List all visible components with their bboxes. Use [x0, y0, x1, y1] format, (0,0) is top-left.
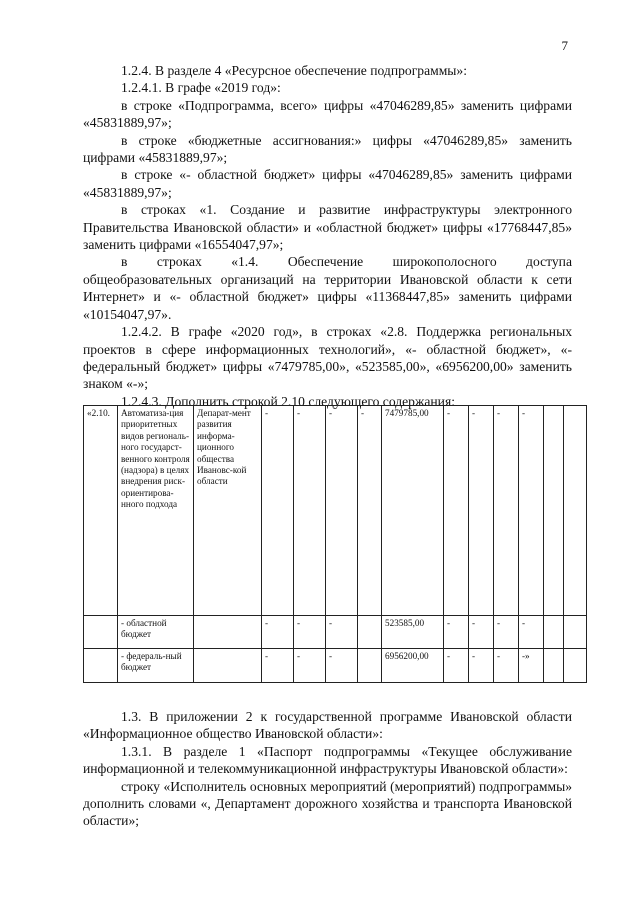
paragraph: в строках «1.4. Обеспечение широкополосного доступа общеобразовательных организаций на территории Ивановской области к сети Интернет» и «- областной бюджет» цифры «11368447,85» заменить цифрами «10154047,97». [83, 254, 572, 322]
paragraph: строку «Исполнитель основных мероприятий (мероприятий) подпрограммы» дополнить словами «, Департамент дорожного хозяйства и транспорта Ивановской области»; [83, 778, 572, 829]
table-cell [564, 406, 587, 616]
table-cell: - [262, 406, 294, 616]
table-cell: - [469, 406, 494, 616]
paragraph: в строке «Подпрограмма, всего» цифры «47046289,85» заменить цифрами «45831889,97»; [83, 97, 572, 131]
table-cell: - [294, 649, 326, 683]
table-cell: Автоматиза-ция приоритетных видов региональ-ного государст-венного контроля (надзора) в целях внедрения риск-ориентирова-нного подхода [118, 406, 194, 616]
table-cell [544, 616, 564, 649]
table-cell: - [294, 406, 326, 616]
main-text [83, 62, 572, 410]
table-cell: - [494, 406, 519, 616]
paragraph: 1.2.4.3. Дополнить строкой 2.10 следующего содержания: [121, 393, 455, 409]
paragraph: 1.3. В приложении 2 к государственной программе Ивановской области «Информационное общество Ивановской области»: [83, 709, 572, 742]
paragraph: 1.2.4. В разделе 4 «Ресурсное обеспечение подпрограммы»: [121, 63, 468, 78]
table-cell: - [444, 406, 469, 616]
table-cell: - [494, 649, 519, 683]
table-cell: - [294, 616, 326, 649]
table-cell: «2.10. [84, 406, 118, 616]
paragraph: 1.2.4.2. В графе «2020 год», в строках «2.8. Поддержка региональных проектов в сфере информационных технологий», «- областной бюджет», «- федеральный бюджет» цифры «7479785,00», «523585,00», «6956200,00» заменить знаком «-»; [83, 324, 572, 392]
table-cell [544, 406, 564, 616]
table-cell: - [326, 649, 358, 683]
table-cell [194, 649, 262, 683]
table-cell [84, 616, 118, 649]
paragraph: 1.3.1. В разделе 1 «Паспорт подпрограммы «Текущее обслуживание информационной и телекоммуникационной инфраструктуры Ивановской области»: [83, 743, 572, 777]
addition-table [83, 405, 587, 683]
table-cell: - [469, 649, 494, 683]
table-cell: Депарат-мент развития информа-ционного общества Ивановс-кой области [194, 406, 262, 616]
table-cell [358, 616, 382, 649]
table-cell: - [519, 616, 544, 649]
table-cell: 7479785,00 [382, 406, 444, 616]
table-cell: - [262, 616, 294, 649]
table-cell [194, 616, 262, 649]
table-cell: - [519, 406, 544, 616]
table-cell: - [326, 406, 358, 616]
table-cell: - областной бюджет [118, 616, 194, 649]
page-number: 7 [561, 38, 568, 53]
table-cell: -» [519, 649, 544, 683]
table-cell [84, 649, 118, 683]
table-cell: - [444, 616, 469, 649]
table-cell [564, 649, 587, 683]
table-cell [358, 649, 382, 683]
section-1-3 [83, 708, 572, 830]
paragraph: в строках «1. Создание и развитие инфраструктуры электронного Правительства Ивановской области» и «областной бюджет» цифры «17768447,85» заменить цифрами «16554047,97»; [83, 202, 572, 253]
table-cell: - [494, 616, 519, 649]
table-cell: - [326, 616, 358, 649]
table-cell: 6956200,00 [382, 649, 444, 683]
table-cell: 523585,00 [382, 616, 444, 649]
table-cell: - [444, 649, 469, 683]
table-row [84, 649, 587, 683]
paragraph: в строке «- областной бюджет» цифры «47046289,85» заменить цифрами «45831889,97»; [83, 167, 572, 200]
paragraph: в строке «бюджетные ассигнования:» цифры «47046289,85» заменить цифрами «45831889,97»; [83, 132, 572, 166]
paragraph: 1.2.4.1. В графе «2019 год»: [121, 80, 281, 96]
table-cell: - [358, 406, 382, 616]
table-row [84, 406, 587, 616]
table-cell: - федераль-ный бюджет [118, 649, 194, 683]
table-row [84, 616, 587, 649]
table-cell: - [469, 616, 494, 649]
table-cell: - [262, 649, 294, 683]
table-cell [544, 649, 564, 683]
table-cell [564, 616, 587, 649]
